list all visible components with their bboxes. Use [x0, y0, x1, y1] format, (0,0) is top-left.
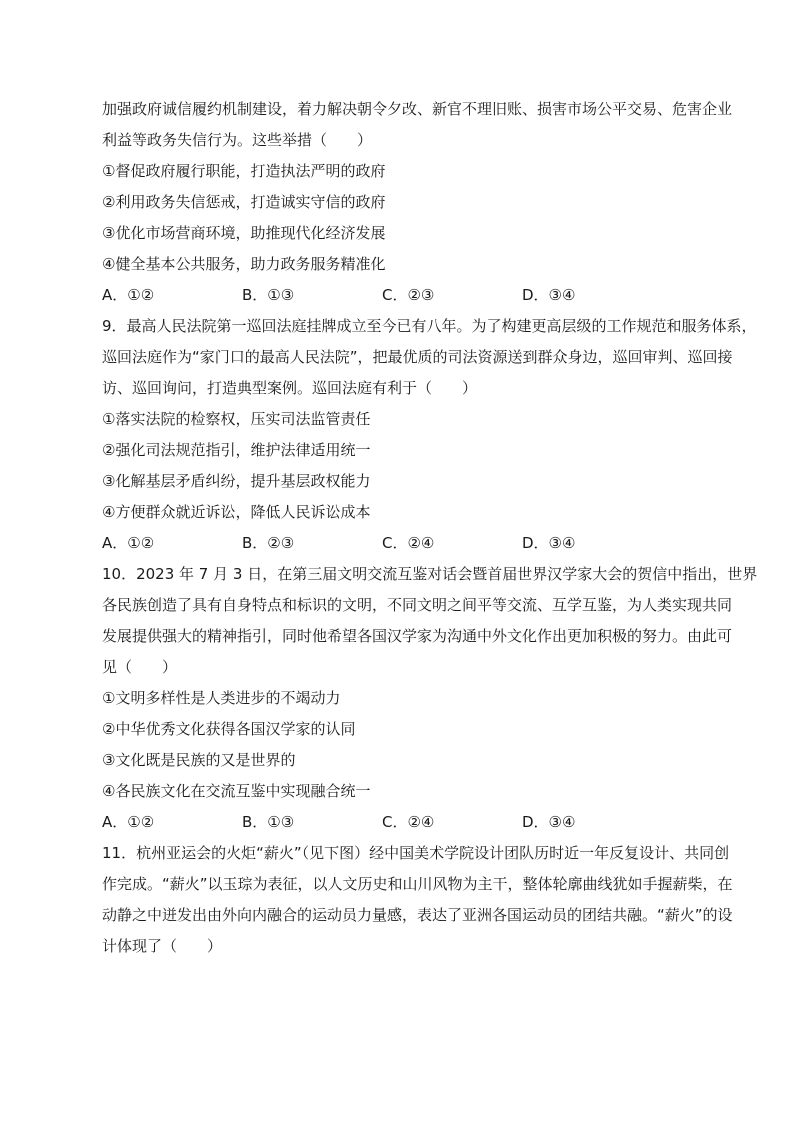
- question-stem-line: 加强政府诚信履约机制建设，着力解决朝令夕改、新官不理旧账、损害市场公平交易、危害企业: [102, 100, 733, 118]
- statement: ③优化市场营商环境，助推现代化经济发展: [102, 224, 386, 242]
- question-stem-line: 9．最高人民法院第一巡回法庭挂牌成立至今已有八年。为了构建更高层级的工作规范和服务体系，: [102, 317, 757, 335]
- option-d: D．③④: [522, 286, 576, 304]
- statement: ①督促政府履行职能，打造执法严明的政府: [102, 162, 386, 180]
- question-stem-line: 利益等政务失信行为。这些举措（ ）: [102, 131, 373, 149]
- statement: ③化解基层矛盾纠纷，提升基层政权能力: [102, 472, 371, 490]
- question-stem-line: 10．2023 年 7 月 3 日，在第三届文明交流互鉴对话会暨首届世界汉学家大会的贺信中指出，世界: [102, 565, 758, 583]
- statement: ④各民族文化在交流互鉴中实现融合统一: [102, 782, 371, 800]
- option-d: D．③④: [522, 813, 576, 831]
- question-stem-line: 11．杭州亚运会的火炬“薪火”（见下图）经中国美术学院设计团队历时近一年反复设计、共同创: [102, 844, 730, 862]
- statement: ②中华优秀文化获得各国汉学家的认同: [102, 720, 356, 738]
- option-a: A．①②: [102, 534, 155, 552]
- question-9: [102, 311, 757, 559]
- document-content: [102, 94, 758, 962]
- answer-options: [102, 807, 702, 838]
- question-stem-line: 作完成。“薪火”以玉琮为表征，以人文历史和山川风物为主干，整体轮廓曲线犹如手握薪柴，在: [102, 875, 733, 893]
- option-a: A．①②: [102, 286, 155, 304]
- answer-options: [102, 528, 702, 559]
- option-b: B．①③: [242, 286, 295, 304]
- answer-options: [102, 280, 702, 311]
- statement: ①文明多样性是人类进步的不竭动力: [102, 689, 341, 707]
- option-c: C．②③: [382, 286, 435, 304]
- statement: ②强化司法规范指引，维护法律适用统一: [102, 441, 371, 459]
- question-8: [102, 94, 733, 311]
- statement: ①落实法院的检察权，压实司法监管责任: [102, 410, 371, 428]
- option-c: C．②④: [382, 534, 435, 552]
- statement: ②利用政务失信惩戒，打造诚实守信的政府: [102, 193, 386, 211]
- statement: ④健全基本公共服务，助力政务服务精准化: [102, 255, 386, 273]
- option-b: B．②③: [242, 534, 295, 552]
- option-c: C．②④: [382, 813, 435, 831]
- question-stem-line: 各民族创造了具有自身特点和标识的文明，不同文明之间平等交流、互学互鉴，为人类实现共同: [102, 596, 733, 614]
- question-stem-line: 动静之中迸发出由外向内融合的运动员力量感，表达了亚洲各国运动员的团结共融。“薪火”的设: [102, 906, 733, 924]
- question-11: [102, 838, 733, 962]
- question-stem-line: 计体现了（ ）: [102, 937, 223, 955]
- question-10: [102, 559, 758, 838]
- question-stem-line: 见（ ）: [102, 658, 178, 676]
- statement: ④方便群众就近诉讼，降低人民诉讼成本: [102, 503, 371, 521]
- option-a: A．①②: [102, 813, 155, 831]
- question-stem-line: 访、巡回询问，打造典型案例。巡回法庭有利于（ ）: [102, 379, 478, 397]
- option-b: B．①③: [242, 813, 295, 831]
- option-d: D．③④: [522, 534, 576, 552]
- question-stem-line: 巡回法庭作为“家门口的最高人民法院”，把最优质的司法资源送到群众身边，巡回审判、巡回接: [102, 348, 733, 366]
- question-stem-line: 发展提供强大的精神指引，同时他希望各国汉学家为沟通中外文化作出更加积极的努力。由此可: [102, 627, 733, 645]
- statement: ③文化既是民族的又是世界的: [102, 751, 296, 769]
